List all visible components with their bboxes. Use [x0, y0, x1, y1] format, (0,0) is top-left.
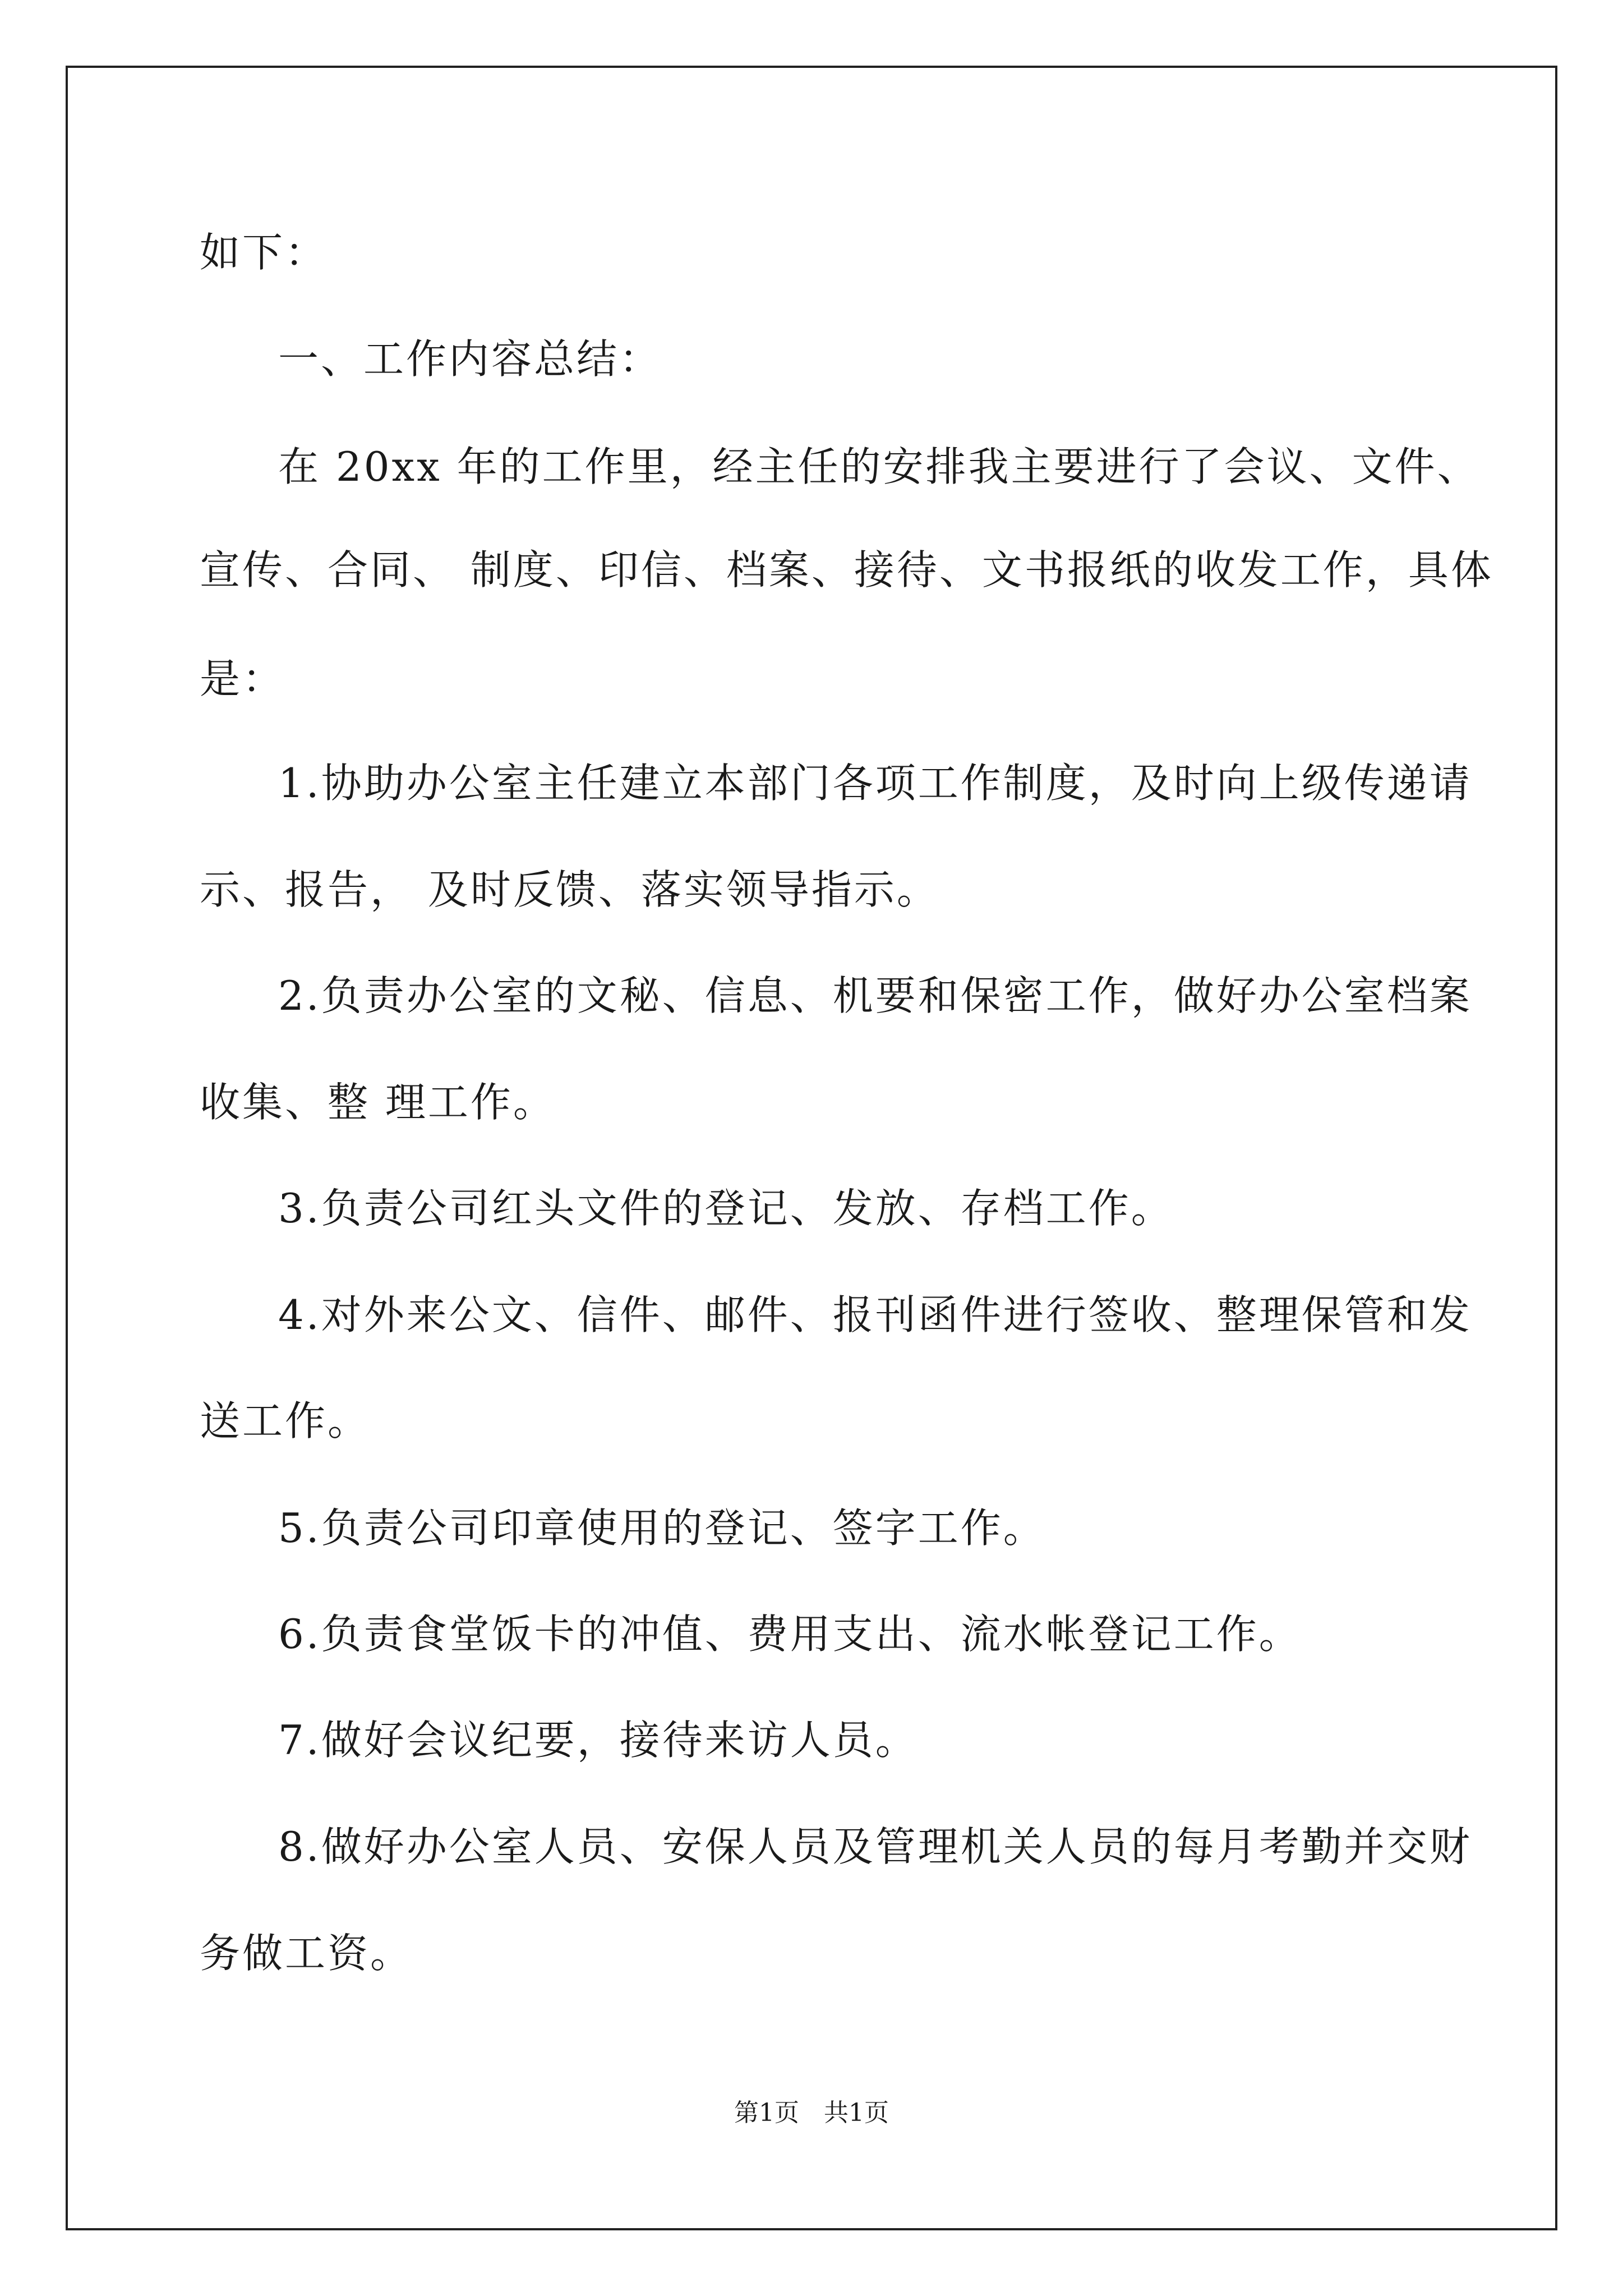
- section-heading: 一、工作内容总结：: [278, 335, 662, 383]
- list-item: 2.负责办公室的文秘、信息、机要和保密工作，做好办公室档案: [278, 972, 1472, 1019]
- list-item: 7.做好会议纪要，接待来访人员。: [278, 1717, 918, 1764]
- list-item: 8.做好办公室人员、安保人员及管理机关人员的每月考勤并交财: [278, 1823, 1472, 1870]
- text-line: 宣传、合同、 制度、印信、档案、接待、文书报纸的收发工作，具体: [200, 546, 1493, 593]
- list-item: 1.协助办公室主任建立本部门各项工作制度，及时向上级传递请: [278, 760, 1472, 807]
- text-line: 在 20xx 年的工作里，经主任的安排我主要进行了会议、文件、: [278, 443, 1480, 490]
- list-item: 6.负责食堂饭卡的冲值、费用支出、流水帐登记工作。: [278, 1611, 1302, 1658]
- page-number-footer: 第1页 共1页: [734, 2099, 889, 2127]
- text-line: 如下：: [200, 229, 328, 276]
- text-line: 是：: [200, 655, 285, 702]
- list-item: 4.对外来公文、信件、邮件、报刊函件进行签收、整理保管和发: [278, 1291, 1472, 1338]
- text-line: 务做工资。: [200, 1930, 413, 1977]
- page-border: [66, 66, 1557, 2230]
- text-line: 收集、整 理工作。: [200, 1079, 556, 1126]
- list-item: 5.负责公司印章使用的登记、签字工作。: [278, 1504, 1046, 1552]
- text-line: 示、报告， 及时反馈、落实领导指示。: [200, 866, 939, 913]
- text-line: 送工作。: [200, 1397, 371, 1444]
- list-item: 3.负责公司红头文件的登记、发放、存档工作。: [278, 1185, 1174, 1232]
